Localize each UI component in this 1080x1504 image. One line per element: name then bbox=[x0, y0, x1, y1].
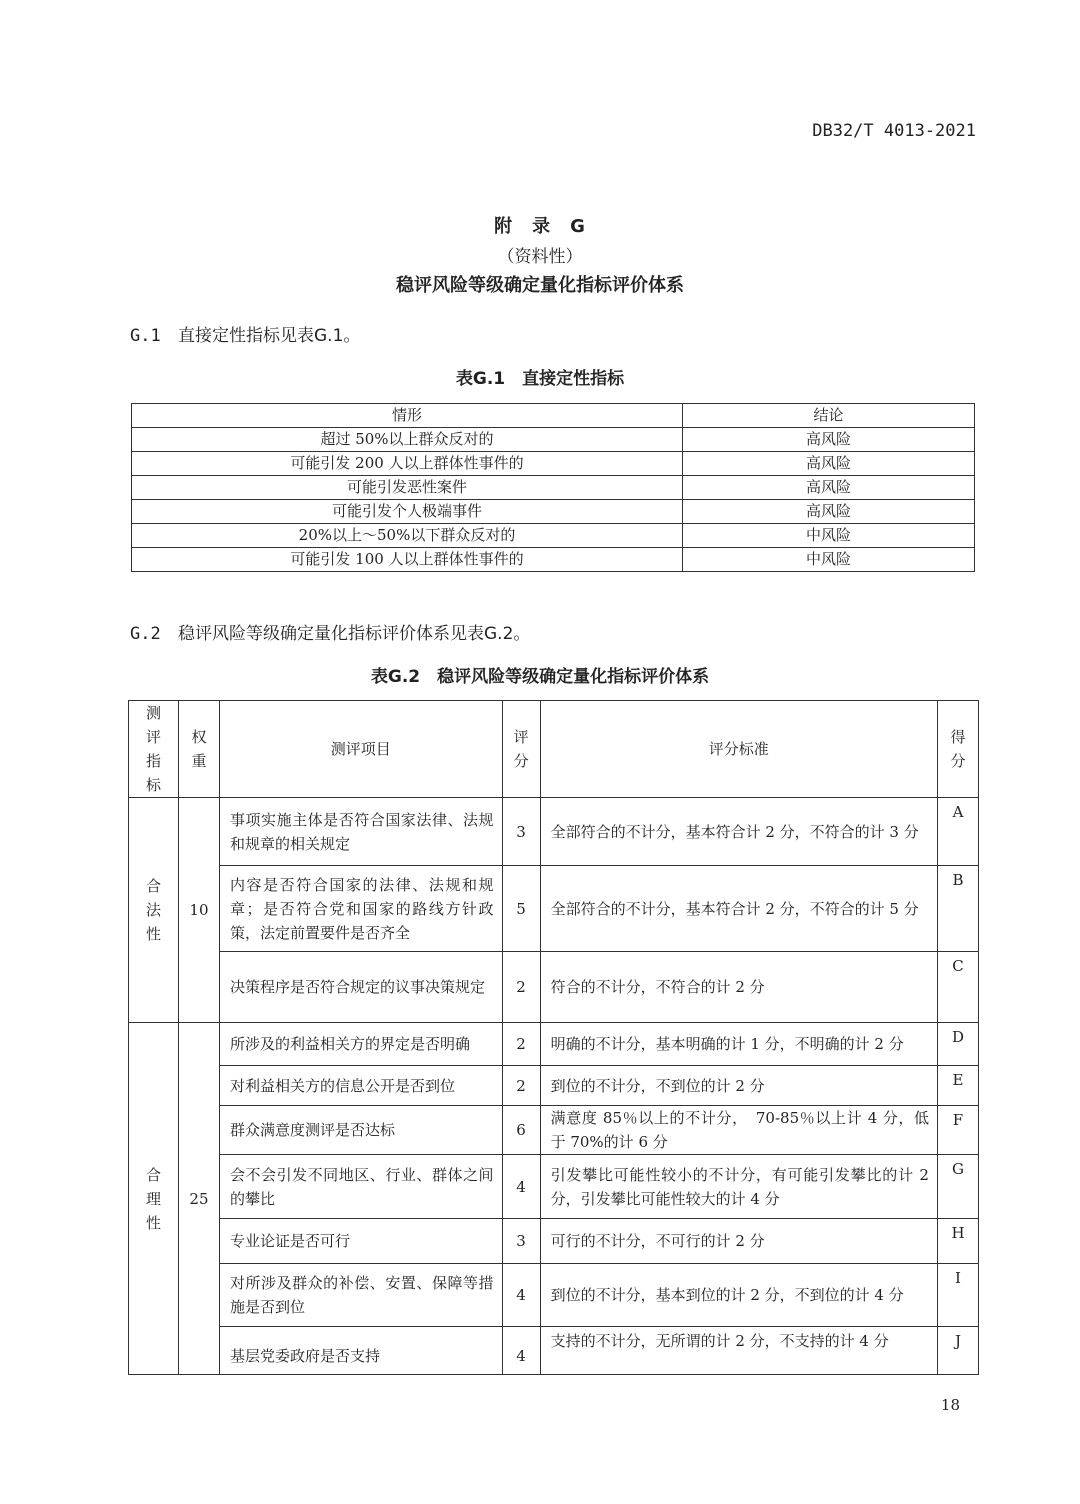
indicator-cell-legality: 合法性 bbox=[129, 798, 179, 1023]
conclusion-cell: 高风险 bbox=[683, 428, 975, 452]
table-row bbox=[132, 428, 975, 452]
table-row bbox=[132, 524, 975, 548]
appendix-title: 稳评风险等级确定量化指标评价体系 bbox=[396, 275, 684, 296]
column-header-score: 评分 bbox=[502, 701, 540, 798]
table-row bbox=[129, 1066, 979, 1106]
section-text: 直接定性指标见表G.1。 bbox=[178, 326, 361, 346]
standard-cell: 全部符合的不计分，基本符合计 2 分，不符合的计 5 分 bbox=[540, 866, 937, 952]
score-cell: 4 bbox=[502, 1264, 540, 1327]
table-header-row bbox=[132, 404, 975, 428]
situation-cell: 可能引发 200 人以上群体性事件的 bbox=[132, 452, 683, 476]
indicator-cell-rationality: 合理性 bbox=[129, 1023, 179, 1375]
score-cell: 5 bbox=[502, 866, 540, 952]
table-row bbox=[129, 1327, 979, 1375]
column-header-item: 测评项目 bbox=[219, 701, 502, 798]
standard-cell: 到位的不计分，不到位的计 2 分 bbox=[540, 1066, 937, 1106]
mark-cell: D bbox=[937, 1023, 978, 1066]
table-row bbox=[129, 1106, 979, 1155]
section-text: 稳评风险等级确定量化指标评价体系见表G.2。 bbox=[178, 624, 531, 644]
standard-cell: 可行的不计分，不可行的计 2 分 bbox=[540, 1219, 937, 1264]
standard-cell: 明确的不计分，基本明确的计 1 分，不明确的计 2 分 bbox=[540, 1023, 937, 1066]
table1-caption: 表G.1 直接定性指标 bbox=[455, 369, 625, 389]
score-cell: 3 bbox=[502, 1219, 540, 1264]
conclusion-cell: 中风险 bbox=[683, 524, 975, 548]
column-header-indicator: 测评指标 bbox=[129, 701, 179, 798]
mark-cell: J bbox=[937, 1327, 978, 1375]
table-direct-qualitative-indicators bbox=[131, 403, 975, 572]
score-cell: 2 bbox=[502, 1023, 540, 1066]
table2-caption: 表G.2 稳评风险等级确定量化指标评价体系 bbox=[370, 667, 710, 687]
column-header-weight: 权重 bbox=[178, 701, 219, 798]
standard-cell: 符合的不计分，不符合的计 2 分 bbox=[540, 952, 937, 1023]
table-row bbox=[132, 476, 975, 500]
column-header-situation: 情形 bbox=[132, 404, 683, 428]
table-row bbox=[132, 500, 975, 524]
column-header-conclusion: 结论 bbox=[683, 404, 975, 428]
item-cell: 专业论证是否可行 bbox=[219, 1219, 502, 1264]
section-g2 bbox=[130, 619, 530, 644]
item-cell: 基层党委政府是否支持 bbox=[219, 1327, 502, 1375]
situation-cell: 可能引发个人极端事件 bbox=[132, 500, 683, 524]
mark-cell: F bbox=[937, 1106, 978, 1155]
table-quantitative-evaluation-system bbox=[128, 700, 979, 1375]
mark-cell: B bbox=[937, 866, 978, 952]
standard-cell: 支持的不计分，无所谓的计 2 分，不支持的计 4 分 bbox=[540, 1327, 937, 1375]
item-cell: 对利益相关方的信息公开是否到位 bbox=[219, 1066, 502, 1106]
score-cell: 2 bbox=[502, 952, 540, 1023]
item-cell: 对所涉及群众的补偿、安置、保障等措施是否到位 bbox=[219, 1264, 502, 1327]
standard-cell: 全部符合的不计分，基本符合计 2 分，不符合的计 3 分 bbox=[540, 798, 937, 866]
mark-cell: C bbox=[937, 952, 978, 1023]
document-code: DB32/T 4013-2021 bbox=[812, 121, 976, 141]
conclusion-cell: 中风险 bbox=[683, 548, 975, 572]
conclusion-cell: 高风险 bbox=[683, 476, 975, 500]
table-row bbox=[129, 798, 979, 866]
score-cell: 6 bbox=[502, 1106, 540, 1155]
page-number: 18 bbox=[940, 1396, 960, 1414]
mark-cell: I bbox=[937, 1264, 978, 1327]
weight-cell: 10 bbox=[178, 798, 219, 1023]
section-number: G.1 bbox=[130, 326, 161, 346]
situation-cell: 可能引发恶性案件 bbox=[132, 476, 683, 500]
table-row bbox=[132, 452, 975, 476]
conclusion-cell: 高风险 bbox=[683, 452, 975, 476]
item-cell: 内容是否符合国家的法律、法规和规章；是否符合党和国家的路线方针政策，法定前置要件是否齐全 bbox=[219, 866, 502, 952]
column-header-standard: 评分标准 bbox=[540, 701, 937, 798]
score-cell: 2 bbox=[502, 1066, 540, 1106]
section-number: G.2 bbox=[130, 624, 161, 644]
table-header-row bbox=[129, 701, 979, 798]
situation-cell: 超过 50%以上群众反对的 bbox=[132, 428, 683, 452]
item-cell: 会不会引发不同地区、行业、群体之间的攀比 bbox=[219, 1155, 502, 1219]
situation-cell: 可能引发 100 人以上群体性事件的 bbox=[132, 548, 683, 572]
table-row bbox=[129, 1264, 979, 1327]
column-header-earned: 得分 bbox=[937, 701, 978, 798]
appendix-label: 附 录 G bbox=[494, 216, 586, 237]
weight-cell: 25 bbox=[178, 1023, 219, 1375]
item-cell: 所涉及的利益相关方的界定是否明确 bbox=[219, 1023, 502, 1066]
score-cell: 3 bbox=[502, 798, 540, 866]
table-row bbox=[129, 1023, 979, 1066]
score-cell: 4 bbox=[502, 1155, 540, 1219]
item-cell: 群众满意度测评是否达标 bbox=[219, 1106, 502, 1155]
mark-cell: H bbox=[937, 1219, 978, 1264]
item-cell: 事项实施主体是否符合国家法律、法规和规章的相关规定 bbox=[219, 798, 502, 866]
standard-cell: 到位的不计分，基本到位的计 2 分，不到位的计 4 分 bbox=[540, 1264, 937, 1327]
appendix-type: （资料性） bbox=[497, 247, 583, 267]
standard-cell: 引发攀比可能性较小的不计分，有可能引发攀比的计 2 分，引发攀比可能性较大的计 4 分 bbox=[540, 1155, 937, 1219]
section-g1 bbox=[130, 321, 360, 346]
table-row bbox=[129, 1219, 979, 1264]
table-row bbox=[129, 866, 979, 952]
mark-cell: E bbox=[937, 1066, 978, 1106]
conclusion-cell: 高风险 bbox=[683, 500, 975, 524]
item-cell: 决策程序是否符合规定的议事决策规定 bbox=[219, 952, 502, 1023]
standard-cell: 满意度 85％以上的不计分， 70-85％以上计 4 分，低于 70%的计 6 分 bbox=[540, 1106, 937, 1155]
table-row bbox=[129, 952, 979, 1023]
table-row bbox=[129, 1155, 979, 1219]
mark-cell: G bbox=[937, 1155, 978, 1219]
table-row bbox=[132, 548, 975, 572]
score-cell: 4 bbox=[502, 1327, 540, 1375]
mark-cell: A bbox=[937, 798, 978, 866]
situation-cell: 20%以上～50%以下群众反对的 bbox=[132, 524, 683, 548]
